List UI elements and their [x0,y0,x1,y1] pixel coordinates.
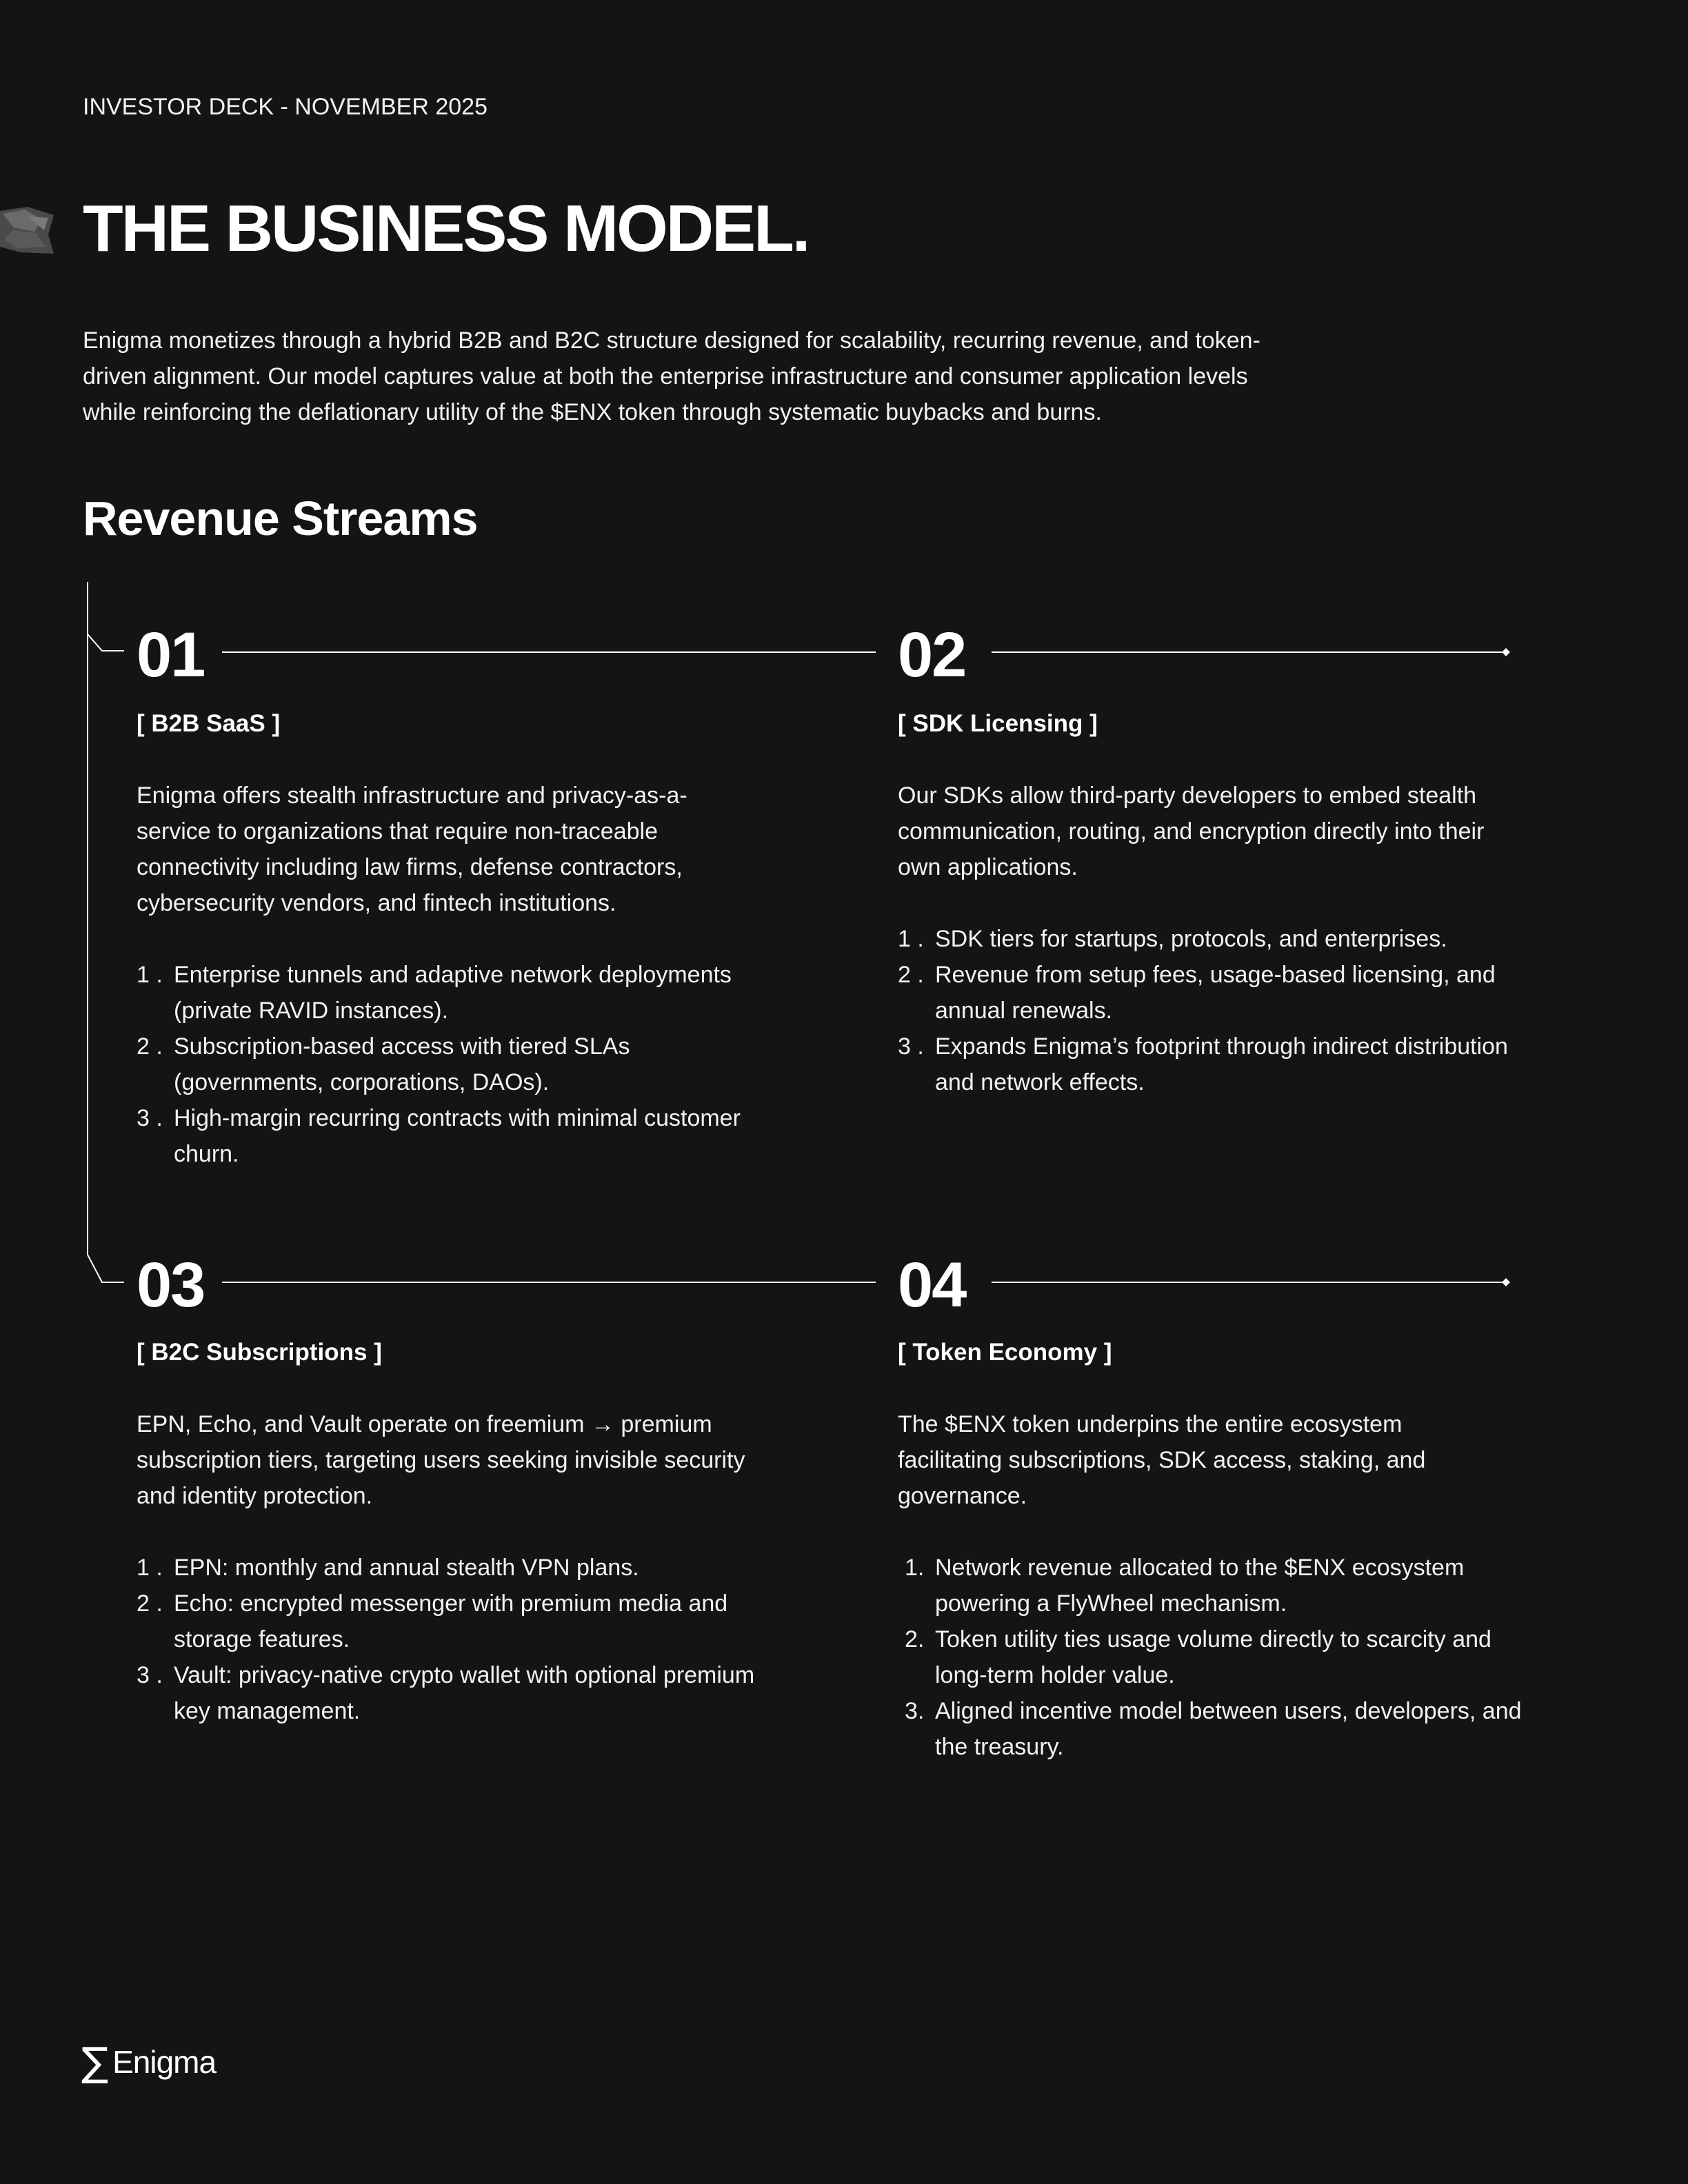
stream-description-02: Our SDKs allow third-party developers to embed stealth communication, routing, and encryption directly into their own applications. [898,782,1485,880]
stream-number-03: 03 [137,1250,205,1320]
list-item: 3. Aligned incentive model between users, developers, and the treasury. [905,1698,1522,1760]
enigma-logo [81,2039,217,2085]
intro-paragraph: Enigma monetizes through a hybrid B2B and B2C structure designed for scalability, recurring revenue, and token-driven alignment. Our model captures value at both the enterprise infrastructure and consumer application levels while reinforcing the deflationary utility of the $ENX token through systematic buybacks and burns. [83,327,1260,425]
connector-branch-01 [88,634,124,651]
stream-list-02 [898,921,1518,1100]
brand-name: Enigma [112,2044,217,2080]
stream-description-03: EPN, Echo, and Vault operate on freemium → premium subscription tiers, targeting users seeking invisible security and identity protection. [137,1411,745,1509]
list-item: 1. Network revenue allocated to the $ENX ecosystem powering a FlyWheel mechanism. [905,1555,1465,1617]
stream-tag-02: [ SDK Licensing ] [898,710,1098,737]
deck-eyebrow: INVESTOR DECK - NOVEMBER 2025 [83,94,488,120]
section-title: Revenue Streams [83,492,478,545]
stream-description-04: The $ENX token underpins the entire ecosystem facilitating subscriptions, SDK access, staking, and governance. [898,1411,1426,1509]
list-item: 2. Token utility ties usage volume directly to scarcity and long-term holder value. [905,1626,1491,1688]
list-item: 2 . Revenue from setup fees, usage-based licensing, and annual renewals. [898,962,1496,1024]
list-item: 3 . Vault: privacy-native crypto wallet with optional premium key management. [137,1662,755,1724]
list-item: 2 . Subscription-based access with tiered SLAs (governments, corporations, DAOs). [137,1033,630,1095]
stream-tag-03: [ B2C Subscriptions ] [137,1339,382,1366]
stream-list-01 [137,957,757,1172]
stream-number-01: 01 [137,620,205,690]
stream-number-04: 04 [898,1250,966,1320]
line-end-diamond-02 [1502,648,1510,656]
list-item: 1 . Enterprise tunnels and adaptive network deployments (private RAVID instances). [137,962,732,1024]
stream-number-02: 02 [898,620,966,690]
stream-list-04 [905,1550,1525,1765]
rock-texture-graphic [0,207,54,255]
sigma-icon: ∑ [81,2039,109,2085]
list-item: 3 . High-margin recurring contracts with minimal customer churn. [137,1105,741,1167]
stream-description-01: Enigma offers stealth infrastructure and privacy-as-a-service to organizations that require non-traceable connectivity including law firms, defense contractors, cybersecurity vendors, and fintech institutions. [137,782,687,916]
stream-list-03 [137,1550,757,1729]
page-title: THE BUSINESS MODEL. [83,192,809,265]
stream-tag-01: [ B2B SaaS ] [137,710,281,737]
list-item: 1 . SDK tiers for startups, protocols, and enterprises. [898,926,1447,952]
list-item: 1 . EPN: monthly and annual stealth VPN plans. [137,1555,639,1581]
connector-branch-03 [88,1255,124,1282]
line-end-diamond-04 [1502,1278,1510,1286]
stream-tag-04: [ Token Economy ] [898,1339,1112,1366]
list-item: 3 . Expands Enigma’s footprint through indirect distribution and network effects. [898,1033,1508,1095]
list-item: 2 . Echo: encrypted messenger with premium media and storage features. [137,1590,728,1652]
